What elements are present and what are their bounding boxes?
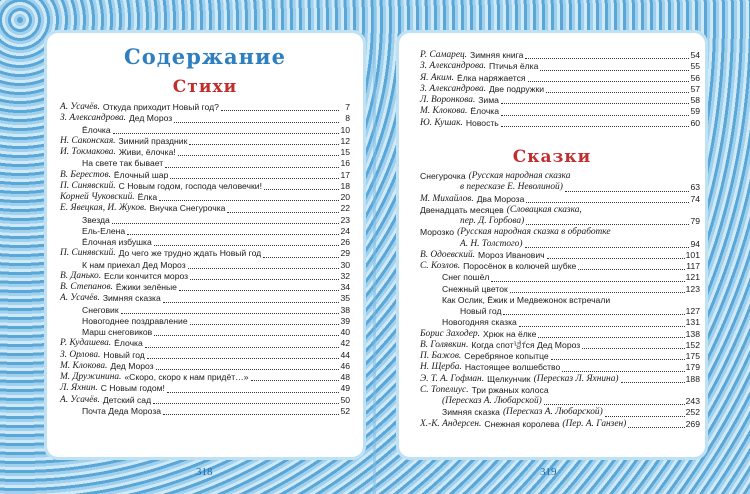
toc-entry-title: Живи, ёлочка! bbox=[118, 147, 176, 157]
toc-entry-title: Дед Мороз bbox=[128, 113, 173, 124]
toc-entry-title: До чего же трудно ждать Новый год bbox=[118, 248, 262, 259]
toc-entry bbox=[420, 171, 700, 182]
toc-entry-author: З. Орлова. bbox=[60, 349, 101, 360]
toc-entry-author: М. Дружинина. bbox=[60, 372, 122, 382]
toc-entry-note: (Пересказ Л. Яхнина) bbox=[533, 373, 619, 384]
toc-entry-author: В. Голявкин. bbox=[420, 339, 469, 350]
toc-entry bbox=[420, 329, 700, 340]
toc-entry-author: В. Степанов. bbox=[60, 282, 113, 292]
dot-leader bbox=[538, 337, 684, 338]
toc-entry-page: 30 bbox=[340, 259, 350, 270]
toc-entry bbox=[420, 374, 700, 385]
toc-entry-page: 60 bbox=[690, 117, 700, 128]
toc-entry-note: пер. Д. Горбова) bbox=[460, 216, 525, 226]
dot-leader bbox=[170, 178, 339, 179]
dot-leader bbox=[501, 103, 689, 104]
toc-entry-page: 40 bbox=[340, 327, 350, 337]
toc-entry bbox=[60, 170, 350, 181]
toc-entry-title: С Новым годом, господа человечки! bbox=[118, 180, 262, 191]
toc-entry-page: 269 bbox=[685, 418, 700, 429]
toc-entry-title: Снежный цветок bbox=[442, 283, 508, 294]
toc-entry-title: Две подружки bbox=[488, 83, 545, 94]
toc-entry-author: В. Берестов. bbox=[60, 169, 111, 180]
toc-entry bbox=[60, 395, 350, 406]
toc-entry-page: 138 bbox=[685, 328, 700, 339]
toc-entry bbox=[60, 372, 350, 383]
toc-entry-page: 34 bbox=[340, 282, 350, 292]
toc-entry-page: 243 bbox=[685, 396, 700, 406]
toc-entry-title: Новый год bbox=[103, 349, 145, 360]
dot-leader bbox=[628, 427, 684, 428]
dot-leader bbox=[190, 324, 339, 325]
toc-entry-author: А. Усачёв. bbox=[60, 394, 100, 405]
toc-entry-author: П. Бажов. bbox=[420, 351, 462, 361]
left-page-number: 318 bbox=[196, 466, 213, 478]
toc-entry-author: Л. Яхнин. bbox=[60, 383, 98, 394]
toc-entry bbox=[420, 317, 700, 328]
toc-entry-author: А. Усачёв. bbox=[60, 293, 100, 304]
toc-entry-page: 23 bbox=[340, 214, 350, 225]
toc-right-list-bottom bbox=[420, 171, 700, 430]
dot-leader bbox=[154, 245, 339, 246]
toc-entry-page: 121 bbox=[685, 272, 700, 283]
toc-entry-title: Новогодняя сказка bbox=[442, 317, 517, 328]
toc-entry-author: П. Синявский. bbox=[60, 248, 116, 259]
toc-entry-author: М. Клокова. bbox=[420, 106, 468, 117]
toc-entry-author: В. Одоевский. bbox=[420, 249, 475, 260]
toc-entry bbox=[60, 305, 350, 316]
dot-leader bbox=[153, 403, 339, 404]
toc-entry bbox=[60, 102, 350, 113]
toc-entry-page: 38 bbox=[340, 304, 350, 315]
toc-entry-author: Р. Кудашева. bbox=[60, 338, 112, 349]
dot-leader bbox=[540, 70, 689, 71]
dot-leader bbox=[501, 115, 689, 116]
toc-entry-page: 79 bbox=[690, 216, 700, 226]
toc-entry-title: Зима bbox=[478, 95, 499, 105]
toc-entry bbox=[420, 182, 700, 193]
dot-leader bbox=[544, 404, 685, 405]
toc-entry-title: Снежная королева bbox=[484, 418, 560, 429]
toc-entry bbox=[60, 113, 350, 124]
toc-entry-note: (Русская народная сказка bbox=[468, 171, 571, 181]
toc-entry-page: 39 bbox=[340, 315, 350, 326]
toc-entry bbox=[60, 237, 350, 248]
toc-entry bbox=[60, 361, 350, 372]
toc-entry bbox=[420, 239, 700, 250]
dot-leader bbox=[503, 314, 684, 315]
toc-entry-page: 15 bbox=[340, 147, 350, 157]
toc-entry-title: Внучка Снегурочка bbox=[149, 203, 226, 214]
toc-entry bbox=[420, 272, 700, 283]
toc-entry-page: 46 bbox=[340, 360, 350, 371]
toc-entry-author: С. Топелиус. bbox=[420, 384, 469, 395]
toc-entry-note: (Словацкая сказка, bbox=[506, 204, 582, 215]
dot-leader bbox=[546, 92, 689, 93]
toc-entry bbox=[420, 50, 700, 61]
dot-leader bbox=[121, 313, 339, 314]
dot-leader bbox=[528, 81, 689, 82]
toc-entry-title: Новость bbox=[465, 117, 499, 128]
toc-entry bbox=[420, 340, 700, 351]
toc-entry bbox=[60, 181, 350, 192]
toc-entry-title: Зимний праздник bbox=[118, 135, 188, 146]
toc-entry bbox=[60, 203, 350, 214]
toc-entry bbox=[60, 282, 350, 293]
dot-leader bbox=[113, 133, 339, 134]
dot-leader bbox=[519, 326, 685, 327]
toc-entry-page: 50 bbox=[340, 394, 350, 405]
dot-leader bbox=[127, 234, 339, 235]
toc-entry bbox=[60, 338, 350, 349]
toc-entry-page: 74 bbox=[690, 193, 700, 204]
dot-leader bbox=[221, 110, 339, 111]
toc-entry bbox=[60, 327, 350, 338]
contents-title: Содержание bbox=[124, 44, 286, 69]
toc-entry-page: 55 bbox=[690, 61, 700, 72]
toc-entry-title: Морозко bbox=[420, 227, 455, 238]
toc-entry bbox=[60, 147, 350, 158]
toc-entry-page: 16 bbox=[340, 158, 350, 169]
toc-entry bbox=[420, 362, 700, 373]
toc-entry-title: Щелкунчик bbox=[487, 373, 531, 384]
toc-entry-page: 63 bbox=[690, 182, 700, 193]
toc-entry bbox=[420, 216, 700, 227]
toc-entry-title: Ёлочка bbox=[114, 338, 143, 349]
toc-entry bbox=[420, 84, 700, 95]
toc-entry-page: 7 bbox=[345, 102, 350, 112]
dot-leader bbox=[112, 223, 339, 224]
toc-entry-title: Двенадцать месяцев bbox=[420, 204, 504, 215]
toc-entry bbox=[420, 73, 700, 84]
toc-entry bbox=[420, 250, 700, 261]
toc-entry-title: Хрюк на ёлке bbox=[482, 328, 537, 339]
toc-entry-title: Зимняя сказка bbox=[102, 293, 161, 304]
toc-entry-title: Ёлочная избушка bbox=[82, 237, 152, 247]
dot-leader bbox=[145, 347, 339, 348]
toc-entry-title: Детский сад bbox=[102, 394, 152, 405]
section-poems-title: Стихи bbox=[172, 77, 238, 97]
right-page-number: 319 bbox=[540, 466, 557, 478]
toc-entry-title: Ёлка bbox=[137, 192, 158, 202]
toc-entry bbox=[420, 306, 700, 317]
toc-entry-page: 29 bbox=[340, 248, 350, 259]
toc-entry-page: 24 bbox=[340, 225, 350, 236]
toc-entry bbox=[420, 419, 700, 430]
dot-leader bbox=[501, 126, 689, 127]
toc-entry-title: «Скоро, скоро к нам придёт…» bbox=[124, 372, 249, 382]
toc-entry-author: Е. Явецкая, И. Жуков. bbox=[60, 203, 147, 214]
dot-leader bbox=[163, 414, 339, 415]
toc-entry-page: 56 bbox=[690, 72, 700, 83]
toc-entry bbox=[60, 383, 350, 394]
toc-entry-page: 18 bbox=[340, 180, 350, 191]
toc-entry bbox=[420, 385, 700, 396]
toc-entry-page: 175 bbox=[685, 351, 700, 361]
toc-entry bbox=[60, 226, 350, 237]
dot-leader bbox=[526, 224, 689, 225]
toc-entry-title: Дед Мороз bbox=[110, 360, 154, 371]
toc-entry-title: Если кончится мороз bbox=[104, 270, 189, 281]
toc-entry bbox=[60, 158, 350, 169]
toc-entry-title: Ёжики зелёные bbox=[115, 282, 177, 292]
toc-entry-title: Поросёнок в колючей шубке bbox=[463, 261, 577, 271]
toc-entry bbox=[60, 192, 350, 203]
dot-leader bbox=[547, 258, 685, 259]
toc-entry bbox=[60, 350, 350, 361]
dot-leader bbox=[551, 359, 685, 360]
toc-entry-page: 57 bbox=[690, 83, 700, 94]
dot-leader bbox=[510, 292, 685, 293]
toc-entry-author: М. Клокова. bbox=[60, 360, 108, 371]
toc-entry bbox=[420, 396, 700, 407]
toc-entry bbox=[60, 406, 350, 417]
toc-entry-page: 12 bbox=[340, 135, 350, 146]
toc-entry bbox=[60, 125, 350, 136]
toc-entry-page: 179 bbox=[685, 362, 700, 373]
toc-entry-title: Новогоднее поздравление bbox=[82, 315, 188, 326]
dot-leader bbox=[178, 155, 339, 156]
toc-entry-title: Марш снеговиков bbox=[82, 327, 153, 337]
toc-left-list bbox=[60, 102, 350, 417]
toc-entry-page: 54 bbox=[690, 50, 700, 60]
toc-entry-page: 152 bbox=[685, 339, 700, 350]
toc-entry-page: 42 bbox=[340, 338, 350, 349]
toc-entry-note: (Пересказ А. Любарской) bbox=[502, 407, 603, 418]
toc-entry bbox=[420, 284, 700, 295]
toc-entry-page: 127 bbox=[685, 306, 700, 316]
toc-entry-page: 252 bbox=[685, 407, 700, 418]
dot-leader bbox=[154, 335, 339, 336]
dot-leader bbox=[179, 290, 339, 291]
toc-entry-page: 101 bbox=[685, 249, 700, 260]
toc-entry bbox=[60, 316, 350, 327]
dot-leader bbox=[491, 281, 684, 282]
toc-entry-title: Ёлочный шар bbox=[113, 169, 169, 180]
toc-entry bbox=[420, 106, 700, 117]
left-page bbox=[44, 30, 366, 460]
dot-leader bbox=[582, 348, 684, 349]
toc-entry bbox=[420, 261, 700, 272]
dot-leader bbox=[565, 191, 689, 192]
toc-entry-author: А. Усачёв. bbox=[60, 102, 100, 112]
dot-leader bbox=[263, 257, 339, 258]
toc-entry-page: 26 bbox=[340, 237, 350, 247]
toc-entry-author: Н. Щерба. bbox=[420, 362, 462, 373]
toc-entry bbox=[420, 351, 700, 362]
right-page bbox=[396, 30, 708, 460]
toc-entry-title: Птичья ёлка bbox=[488, 61, 539, 72]
toc-entry-page: 188 bbox=[685, 373, 700, 384]
toc-entry-title: Почта Деда Мороза bbox=[82, 405, 162, 416]
toc-entry-author: З. Александрова. bbox=[420, 83, 486, 94]
toc-entry-author: Р. Самарец. bbox=[420, 50, 468, 60]
toc-entry-page: 131 bbox=[685, 317, 700, 328]
toc-entry bbox=[60, 136, 350, 147]
toc-entry-author: П. Синявский. bbox=[60, 180, 116, 191]
toc-entry-page: 44 bbox=[340, 349, 350, 360]
toc-entry-title: Как Ослик, Ёжик и Медвежонок встречали bbox=[442, 294, 611, 305]
dot-leader bbox=[525, 247, 690, 248]
dot-leader bbox=[159, 200, 339, 201]
toc-entry-author: И. Токмакова. bbox=[60, 147, 116, 157]
toc-entry-page: 35 bbox=[340, 293, 350, 304]
toc-entry-page: 17 bbox=[340, 169, 350, 180]
toc-entry-title: Снеговик bbox=[82, 304, 119, 315]
toc-entry-page: 123 bbox=[685, 283, 700, 294]
dot-leader bbox=[525, 58, 689, 59]
toc-entry-page: 49 bbox=[340, 383, 350, 394]
book-gutter bbox=[373, 0, 376, 494]
toc-entry-note: (Пересказ А. Любарской) bbox=[442, 396, 542, 406]
dot-leader bbox=[165, 167, 339, 168]
dot-leader bbox=[621, 382, 685, 383]
toc-entry bbox=[60, 248, 350, 259]
toc-entry-title: На свете так бывает bbox=[82, 158, 164, 169]
toc-entry bbox=[420, 118, 700, 129]
dot-leader bbox=[188, 268, 339, 269]
toc-entry-page: 117 bbox=[686, 261, 700, 271]
toc-entry bbox=[420, 61, 700, 72]
toc-entry-author: Н. Саконская. bbox=[60, 135, 116, 146]
dot-leader bbox=[163, 302, 339, 303]
toc-entry-title: Зимняя книга bbox=[470, 50, 524, 60]
dot-leader bbox=[578, 269, 685, 270]
toc-entry-title: Мороз Иванович bbox=[478, 249, 545, 260]
toc-entry-page: 8 bbox=[345, 113, 350, 124]
toc-entry-note: (Пер. А. Ганзен) bbox=[562, 418, 627, 429]
toc-entry-note: А. Н. Толстого) bbox=[460, 238, 523, 249]
toc-entry-note: в пересказе Е. Неволиной) bbox=[460, 182, 563, 193]
toc-entry-page: 32 bbox=[340, 270, 350, 281]
toc-entry-author: М. Михайлов. bbox=[420, 193, 474, 204]
toc-entry bbox=[420, 295, 700, 306]
toc-entry-title: С Новым годом! bbox=[100, 383, 165, 394]
toc-entry bbox=[60, 215, 350, 226]
toc-entry-page: 52 bbox=[340, 405, 350, 416]
toc-entry bbox=[420, 227, 700, 238]
toc-entry-title: Настоящее волшебство bbox=[464, 362, 561, 373]
dot-leader bbox=[167, 392, 339, 393]
toc-entry-title: Новый год bbox=[460, 306, 502, 316]
toc-entry-title: Два Мороза bbox=[476, 193, 525, 204]
toc-entry-author: З. Александрова. bbox=[420, 61, 486, 72]
toc-entry bbox=[420, 194, 700, 205]
toc-entry-title: К нам приехал Дед Мороз bbox=[82, 259, 186, 270]
dot-leader bbox=[562, 371, 684, 372]
dot-leader bbox=[251, 380, 339, 381]
toc-entry-author: Э. Т. А. Гофман. bbox=[420, 373, 485, 384]
dot-leader bbox=[156, 369, 339, 370]
toc-entry-page: 22 bbox=[340, 203, 350, 214]
toc-entry-title: Звезда bbox=[82, 214, 110, 225]
toc-entry-title: Три ржаных колоса bbox=[471, 384, 549, 395]
dot-leader bbox=[264, 189, 339, 190]
toc-entry-page: 20 bbox=[340, 192, 350, 202]
toc-entry-author: В. Данько. bbox=[60, 270, 102, 281]
toc-entry-title: Серебряное копытце bbox=[464, 351, 549, 361]
toc-entry-note: (Русская народная сказка в обработке bbox=[457, 227, 611, 238]
toc-entry bbox=[420, 407, 700, 418]
dot-leader bbox=[174, 122, 339, 123]
toc-entry-page: 58 bbox=[690, 95, 700, 105]
toc-entry-author: Х.-К. Андерсен. bbox=[420, 418, 482, 429]
toc-entry-author: С. Козлов. bbox=[420, 261, 461, 271]
dot-leader bbox=[189, 144, 339, 145]
toc-right-list-top bbox=[420, 50, 700, 129]
dot-leader bbox=[190, 279, 339, 280]
toc-entry-page: 94 bbox=[690, 238, 700, 249]
toc-entry bbox=[60, 293, 350, 304]
dot-leader bbox=[147, 358, 339, 359]
toc-entry-title: Когда спот녕́тся Дед Мороз bbox=[471, 339, 581, 350]
toc-entry-page: 48 bbox=[340, 372, 350, 382]
toc-entry-title: Ёлочка bbox=[470, 106, 500, 117]
toc-entry-title: Ёлка наряжается bbox=[456, 72, 526, 83]
toc-entry-title: Снегурочка bbox=[420, 171, 466, 181]
toc-entry-page: 10 bbox=[340, 124, 350, 135]
toc-entry-author: Корней Чуковский. bbox=[60, 192, 135, 202]
toc-entry bbox=[60, 271, 350, 282]
toc-entry-title: Ель-Елена bbox=[82, 225, 126, 236]
dot-leader bbox=[526, 202, 689, 203]
toc-entry-page: 59 bbox=[690, 106, 700, 117]
toc-entry-author: З. Александрова. bbox=[60, 113, 126, 124]
dot-leader bbox=[605, 416, 685, 417]
toc-entry-title: Зимняя сказка bbox=[442, 407, 500, 418]
toc-entry-author: Борис Заходер. bbox=[420, 328, 480, 339]
toc-entry-title: Откуда приходит Новый год? bbox=[102, 102, 219, 112]
toc-entry-title: Ёлочка bbox=[82, 124, 111, 135]
toc-entry-author: Л. Воронкова. bbox=[420, 95, 476, 105]
toc-entry bbox=[420, 205, 700, 216]
toc-entry-title: Снег пошёл bbox=[442, 272, 490, 283]
section-tales-title: Сказки bbox=[512, 147, 592, 167]
toc-entry bbox=[60, 260, 350, 271]
toc-entry-author: Я. Аким. bbox=[420, 72, 454, 83]
dot-leader bbox=[227, 212, 339, 213]
toc-entry-author: Ю. Кушак. bbox=[420, 117, 463, 128]
toc-entry bbox=[420, 95, 700, 106]
